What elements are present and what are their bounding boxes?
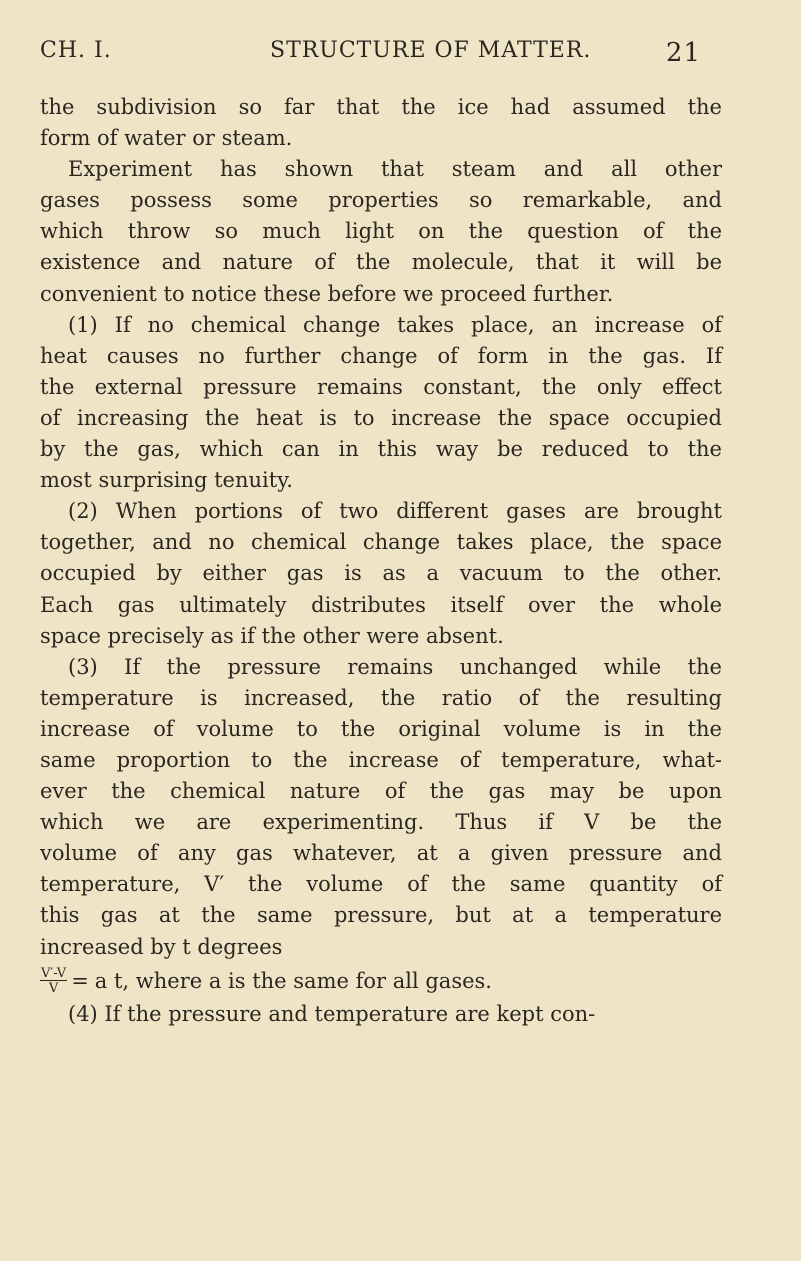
text-line: temperature is increased, the ratio of the resulting (40, 685, 722, 710)
text-line: gases possess some properties so remarkable, and (40, 188, 722, 213)
text-line: ever the chemical nature of the gas may be upon (40, 779, 722, 804)
text-line: the external pressure remains constant, the only effect (40, 374, 722, 399)
page-number: 21 (665, 38, 701, 68)
text-line: increase of volume to the original volume is in the (40, 716, 722, 741)
text-line: temperature, V′ the volume of the same quantity of (40, 872, 722, 897)
text-line: Experiment has shown that steam and all other (68, 157, 722, 182)
text-line: heat causes no further change of form in the gas. If (40, 343, 722, 368)
text-line: occupied by either gas is as a vacuum to the other. (40, 561, 722, 586)
text-line: (4) If the pressure and temperature are kept con- (68, 1001, 596, 1026)
formula-line (40, 963, 722, 999)
chapter-label: CH. I. (40, 38, 112, 63)
text-line: form of water or steam. (40, 126, 293, 151)
text-line: Each gas ultimately distributes itself over the whole (40, 592, 722, 617)
text-line: space precisely as if the other were absent. (40, 623, 504, 648)
equals-sign: = (71, 968, 89, 993)
fraction-denominator: V (48, 980, 59, 996)
text-line: convenient to notice these before we proceed further. (40, 281, 614, 306)
text-line: which throw so much light on the question of the (40, 219, 722, 244)
text-line: together, and no chemical change takes place, the space (40, 530, 722, 555)
text-line: existence and nature of the molecule, that it will be (40, 250, 722, 275)
text-line: (3) If the pressure remains unchanged while the (68, 654, 722, 679)
text-line: volume of any gas whatever, at a given pressure and (40, 841, 722, 866)
text-line: increased by t degrees (40, 934, 283, 959)
text-line: most surprising tenuity. (40, 468, 293, 493)
running-header (40, 38, 701, 72)
text-line: by the gas, which can in this way be reduced to the (40, 437, 722, 462)
running-title: STRUCTURE OF MATTER. (270, 38, 592, 63)
text-line: this gas at the same pressure, but at a temperature (40, 903, 722, 928)
text-line: which we are experimenting. Thus if V be the (40, 810, 722, 835)
formula-text: a t, where a is the same for all gases. (94, 968, 492, 993)
fraction (40, 967, 67, 995)
body-text (40, 92, 722, 1030)
text-line: same proportion to the increase of temperature, what- (40, 747, 722, 772)
text-line: (1) If no chemical change takes place, an increase of (68, 312, 722, 337)
text-line: the subdivision so far that the ice had assumed the (40, 95, 722, 119)
text-line: (2) When portions of two different gases are brought (68, 499, 722, 524)
text-line: of increasing the heat is to increase the space occupied (40, 405, 722, 430)
fraction-numerator: V′-V (41, 965, 67, 981)
